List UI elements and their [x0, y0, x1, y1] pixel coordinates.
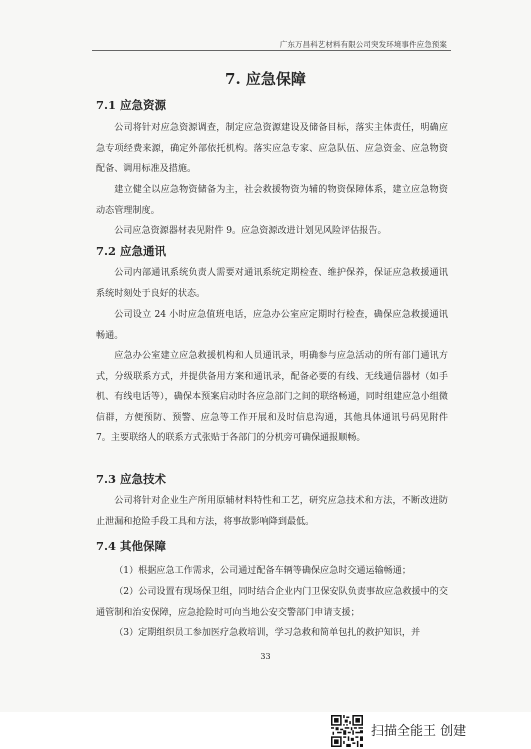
section-heading-7-2: 7.2 应急通讯	[96, 244, 167, 258]
page-header: 广东万昌科艺材料有限公司突发环境事件应急预案	[279, 40, 447, 49]
header-divider	[92, 50, 451, 51]
paragraph-7-2-b: 公司设立 24 小时应急值班电话，应急办公室应定期时行检查，确保应急救援通讯畅通。	[96, 310, 448, 341]
section-heading-7-4: 7.4 其他保障	[96, 539, 167, 553]
paragraph-7-2-a: 公司内部通讯系统负责人需要对通讯系统定期检查、维护保养，保证应急救援通讯系统时刻处于良好的状态。	[96, 268, 448, 299]
paragraph-7-1-a: 公司将针对应急资源调查，制定应急资源建设及储备目标，落实主体责任，明确应急专项经费来源，确定外部依托机构。落实应急专家、应急队伍、应急资金、应急物资配备、调用标准及措施。	[96, 123, 448, 174]
qr-code-icon	[331, 715, 363, 747]
paragraph-7-1-b: 建立健全以应急物资储备为主，社会救援物资为辅的物资保障体系，建立应急物资动态管理制度。	[96, 185, 448, 216]
paragraph-7-4-3: （3）定期组织员工参加医疗急救培训，学习急救和简单包扎的救护知识，并	[114, 628, 421, 638]
scanner-watermark-text: 扫描全能王 创建	[371, 724, 467, 739]
section-heading-7-1: 7.1 应急资源	[96, 98, 167, 112]
section-heading-7-3: 7.3 应急技术	[96, 472, 167, 486]
paragraph-7-4-1: （1）根据应急工作需求，公司通过配备车辆等确保应急时交通运输畅通；	[114, 566, 411, 576]
paragraph-7-2-c: 应急办公室建立应急救援机构和人员通讯录，明确参与应急活动的所有部门通讯方式，分级联系方式，并提供备用方案和通讯录，配备必要的有线、无线通信器材（如手机、有线电话等），确保本预案启动时各应急部门之间的联络畅通，同时组建应急小组微信群，方便预防、预警、应急等工作开展和及时信息沟通，其他具体通讯号码见附件 7。主要联络人的联系方式张贴于各部门的分机旁可确保通报顺畅。	[96, 351, 448, 443]
paragraph-7-4-2: （2）公司设置有现场保卫组，同时结合企业内门卫保安队负责事故应急救援中的交通管制和治安保障，应急抢险时可向当地公安交警部门申请支援；	[96, 587, 448, 618]
paragraph-7-1-c: 公司应急资源器材表见附件 9。应急资源改进计划见风险评估报告。	[114, 226, 387, 236]
paragraph-7-3-a: 公司将针对企业生产所用原辅材料特性和工艺，研究应急技术和方法，不断改进防止泄漏和抢险手段工具和方法，将事故影响降到最低。	[96, 496, 448, 527]
page-number: 33	[260, 652, 271, 661]
chapter-title: 7. 应急保障	[225, 70, 306, 88]
